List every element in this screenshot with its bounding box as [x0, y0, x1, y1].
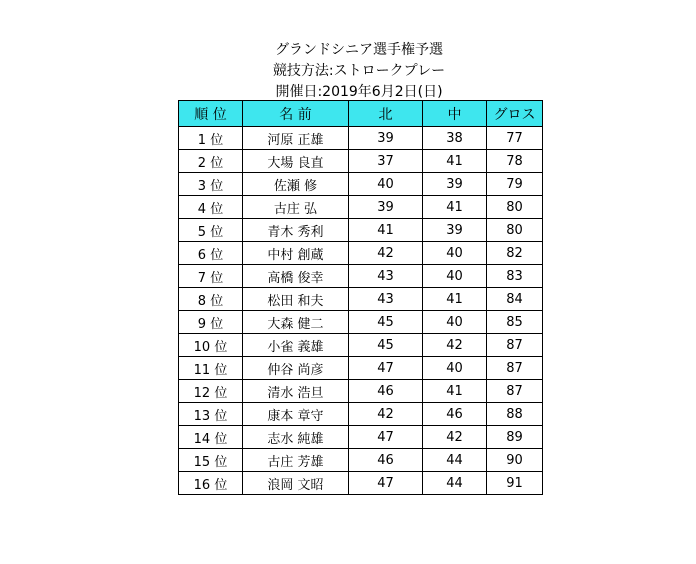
cell-middle: 39 — [423, 219, 487, 242]
cell-north: 47 — [349, 426, 423, 449]
cell-rank: 8 位 — [179, 288, 243, 311]
table-row — [179, 357, 543, 380]
table-row — [179, 334, 543, 357]
cell-gross: 88 — [487, 403, 543, 426]
cell-rank: 3 位 — [179, 173, 243, 196]
cell-north: 40 — [349, 173, 423, 196]
cell-middle: 41 — [423, 380, 487, 403]
cell-rank: 13 位 — [179, 403, 243, 426]
cell-middle: 46 — [423, 403, 487, 426]
table-row — [179, 472, 543, 495]
column-header-rank: 順 位 — [179, 101, 243, 127]
cell-gross: 87 — [487, 334, 543, 357]
competition-method: 競技方法:ストロークプレー — [272, 63, 446, 79]
cell-gross: 84 — [487, 288, 543, 311]
cell-gross: 79 — [487, 173, 543, 196]
cell-north: 42 — [349, 403, 423, 426]
cell-gross: 77 — [487, 127, 543, 150]
cell-rank: 16 位 — [179, 472, 243, 495]
cell-rank: 15 位 — [179, 449, 243, 472]
cell-gross: 87 — [487, 357, 543, 380]
cell-north: 45 — [349, 334, 423, 357]
title-block — [178, 40, 540, 103]
cell-middle: 39 — [423, 173, 487, 196]
results-body — [179, 127, 543, 495]
cell-gross: 83 — [487, 265, 543, 288]
table-row — [179, 242, 543, 265]
cell-north: 42 — [349, 242, 423, 265]
table-row — [179, 449, 543, 472]
cell-rank: 6 位 — [179, 242, 243, 265]
cell-name: 浪岡 文昭 — [243, 472, 349, 495]
cell-rank: 4 位 — [179, 196, 243, 219]
table-row — [179, 265, 543, 288]
cell-rank: 1 位 — [179, 127, 243, 150]
cell-name: 大場 良直 — [243, 150, 349, 173]
page-title: グランドシニア選手権予選 — [275, 42, 443, 58]
cell-name: 高橋 俊幸 — [243, 265, 349, 288]
cell-rank: 9 位 — [179, 311, 243, 334]
cell-rank: 5 位 — [179, 219, 243, 242]
cell-rank: 14 位 — [179, 426, 243, 449]
cell-gross: 78 — [487, 150, 543, 173]
cell-rank: 10 位 — [179, 334, 243, 357]
cell-middle: 44 — [423, 449, 487, 472]
table-row — [179, 127, 543, 150]
cell-north: 45 — [349, 311, 423, 334]
cell-middle: 42 — [423, 426, 487, 449]
cell-name: 松田 和夫 — [243, 288, 349, 311]
cell-north: 43 — [349, 265, 423, 288]
table-row — [179, 196, 543, 219]
cell-gross: 87 — [487, 380, 543, 403]
cell-middle: 40 — [423, 311, 487, 334]
column-header-name: 名 前 — [243, 101, 349, 127]
table-row — [179, 288, 543, 311]
cell-north: 41 — [349, 219, 423, 242]
cell-middle: 41 — [423, 288, 487, 311]
cell-north: 46 — [349, 380, 423, 403]
cell-middle: 40 — [423, 242, 487, 265]
cell-name: 大森 健二 — [243, 311, 349, 334]
cell-north: 37 — [349, 150, 423, 173]
cell-middle: 38 — [423, 127, 487, 150]
header-row — [179, 101, 543, 127]
cell-gross: 82 — [487, 242, 543, 265]
cell-middle: 41 — [423, 196, 487, 219]
cell-name: 仲谷 尚彦 — [243, 357, 349, 380]
cell-name: 古庄 芳雄 — [243, 449, 349, 472]
cell-name: 志水 純雄 — [243, 426, 349, 449]
column-header-middle: 中 — [423, 101, 487, 127]
cell-north: 39 — [349, 127, 423, 150]
table-row — [179, 311, 543, 334]
cell-name: 中村 創蔵 — [243, 242, 349, 265]
event-date: 開催日:2019年6月2日(日) — [275, 84, 443, 100]
table-row — [179, 426, 543, 449]
cell-name: 佐瀬 修 — [243, 173, 349, 196]
cell-north: 43 — [349, 288, 423, 311]
table-row — [179, 403, 543, 426]
cell-gross: 85 — [487, 311, 543, 334]
cell-middle: 40 — [423, 265, 487, 288]
cell-rank: 2 位 — [179, 150, 243, 173]
cell-north: 46 — [349, 449, 423, 472]
cell-rank: 11 位 — [179, 357, 243, 380]
table-row — [179, 380, 543, 403]
results-table — [178, 100, 543, 495]
table-row — [179, 219, 543, 242]
cell-middle: 40 — [423, 357, 487, 380]
cell-middle: 44 — [423, 472, 487, 495]
cell-rank: 7 位 — [179, 265, 243, 288]
cell-gross: 91 — [487, 472, 543, 495]
cell-name: 清水 浩旦 — [243, 380, 349, 403]
cell-name: 河原 正雄 — [243, 127, 349, 150]
cell-gross: 80 — [487, 219, 543, 242]
cell-gross: 90 — [487, 449, 543, 472]
cell-middle: 42 — [423, 334, 487, 357]
cell-name: 青木 秀利 — [243, 219, 349, 242]
cell-north: 39 — [349, 196, 423, 219]
cell-name: 小雀 義雄 — [243, 334, 349, 357]
column-header-north: 北 — [349, 101, 423, 127]
table-row — [179, 173, 543, 196]
column-header-gross: グロス — [487, 101, 543, 127]
cell-middle: 41 — [423, 150, 487, 173]
table-row — [179, 150, 543, 173]
cell-gross: 89 — [487, 426, 543, 449]
cell-north: 47 — [349, 472, 423, 495]
cell-rank: 12 位 — [179, 380, 243, 403]
cell-north: 47 — [349, 357, 423, 380]
cell-name: 古庄 弘 — [243, 196, 349, 219]
cell-gross: 80 — [487, 196, 543, 219]
cell-name: 康本 章守 — [243, 403, 349, 426]
